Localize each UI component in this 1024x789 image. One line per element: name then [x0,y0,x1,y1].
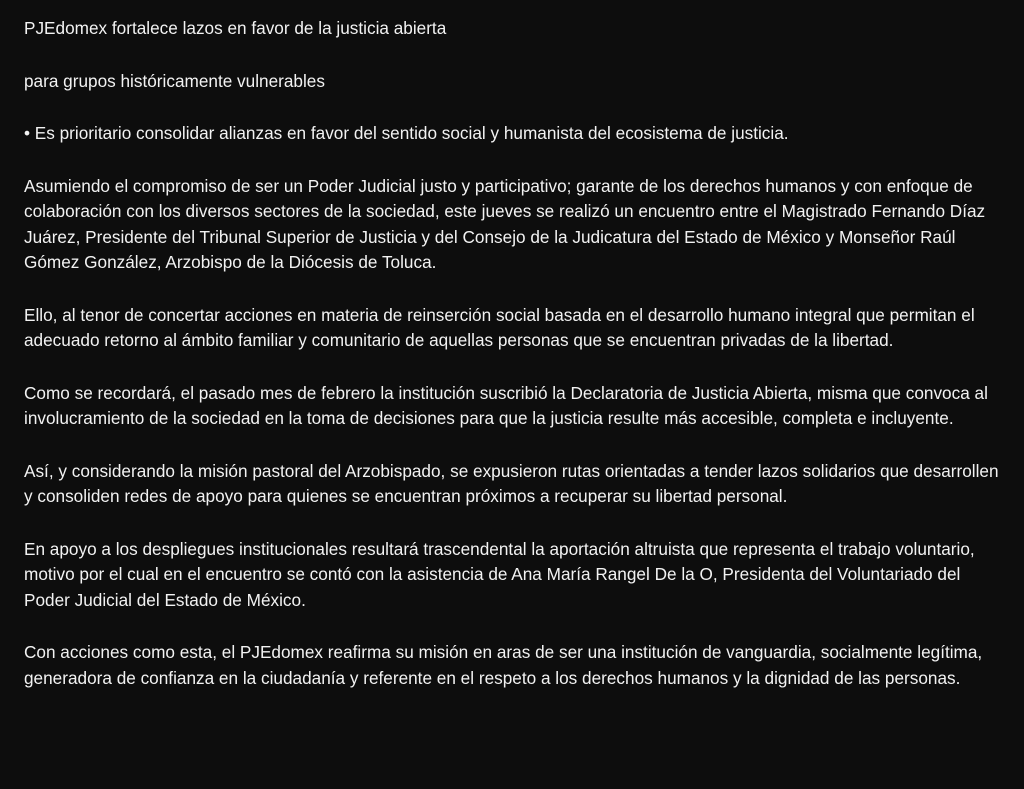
paragraph-declaration: Como se recordará, el pasado mes de febrero la institución suscribió la Declaratoria de Justicia Abierta, misma que convoca al involucramiento de la sociedad en la toma de decisiones para que la justicia resulte más accesible, completa e incluyente. [24,382,988,428]
paragraph-reinsertion: Ello, al tenor de concertar acciones en materia de reinserción social basada en el desarrollo humano integral que permitan el adecuado retorno al ámbito familiar y comunitario de aquellas personas que se encuentran privadas de la libertad. [24,304,975,350]
paragraph-meeting: Asumiendo el compromiso de ser un Poder Judicial justo y participativo; garante de los derechos humanos y con enfoque de colaboración con los diversos sectores de la sociedad, este jueves se realizó un encuentro entre el Magistrado Fernando Díaz Juárez, Presidente del Tribunal Superior de Justicia y del Consejo de la Judicatura del Estado de México y Monseñor Raúl Gómez González, Arzobispo de la Diócesis de Toluca. [24,175,986,272]
article-title: PJEdomex fortalece lazos en favor de la justicia abierta [24,18,447,38]
article-subtitle: para grupos históricamente vulnerables [24,70,325,91]
paragraph-volunteering: En apoyo a los despliegues institucionales resultará trascendental la aportación altruista que representa el trabajo voluntario, motivo por el cual en el encuentro se contó con la asistencia de Ana María Rangel De la O, Presidenta del Voluntariado del Poder Judicial del Estado de México. [24,538,975,610]
paragraph-pastoral-mission: Así, y considerando la misión pastoral del Arzobispado, se expusieron rutas orientadas a tender lazos solidarios que desarrollen y consoliden redes de apoyo para quienes se encuentran próximos a recuperar su libertad personal. [24,460,999,506]
highlight-bullet: • Es prioritario consolidar alianzas en favor del sentido social y humanista del ecosistema de justicia. [24,123,789,143]
paragraph-closing: Con acciones como esta, el PJEdomex reafirma su misión en aras de ser una institución de vanguardia, socialmente legítima, generadora de confianza en la ciudadanía y referente en el respeto a los derechos humanos y la dignidad de las personas. [24,642,983,688]
